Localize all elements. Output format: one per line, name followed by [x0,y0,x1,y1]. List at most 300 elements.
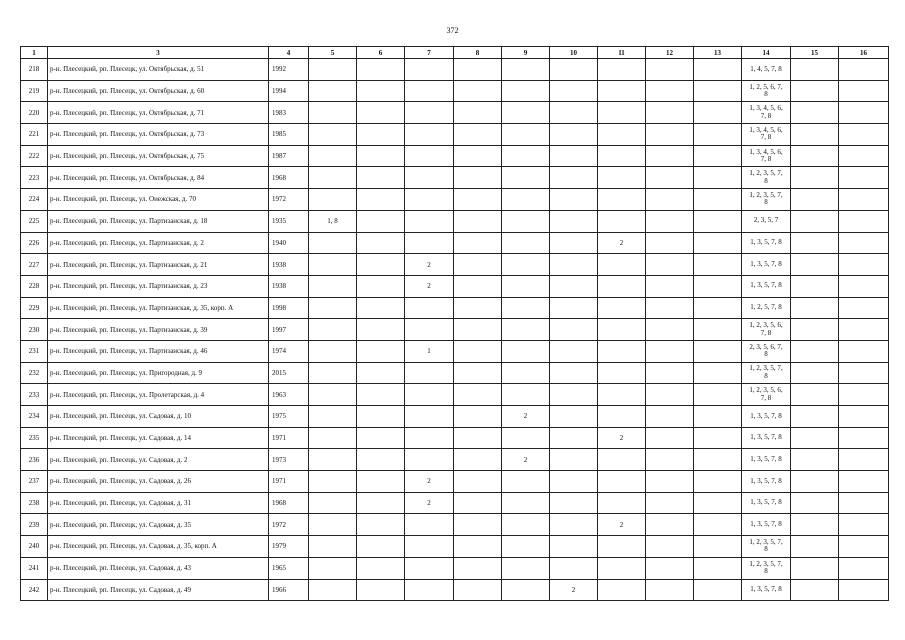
col14-cell: 1, 2, 3, 5, 7, 8 [742,189,791,211]
table-row [21,514,889,536]
row-number-cell: 218 [21,59,48,81]
col7-cell [405,319,454,341]
col5-cell [309,471,357,493]
col6-cell [357,449,405,471]
col7-cell [405,167,454,189]
address-cell: р-н. Плесецкий, рп. Плесецк, ул. Онежская, д. 70 [48,189,269,211]
col14-cell: 1, 3, 5, 7, 8 [742,514,791,536]
year-cell: 1968 [269,167,309,189]
col11-cell [598,189,646,211]
col7-cell: 2 [405,275,454,297]
col10-cell [550,427,598,449]
col8-cell [454,80,502,102]
table-row [21,492,889,514]
address-cell: р-н. Плесецкий, рп. Плесецк, ул. Садовая, д. 35 [48,514,269,536]
col16-cell [839,102,889,124]
col5-cell [309,145,357,167]
header-cell: 10 [550,47,598,59]
col8-cell [454,232,502,254]
col12-cell [646,449,694,471]
col6-cell [357,471,405,493]
col7-cell [405,124,454,146]
col14-cell: 1, 3, 4, 5, 6, 7, 8 [742,102,791,124]
col15-cell [791,557,839,579]
col12-cell [646,406,694,428]
col7-cell: 2 [405,254,454,276]
col14-cell: 1, 2, 3, 5, 7, 8 [742,167,791,189]
col15-cell [791,579,839,601]
col10-cell [550,102,598,124]
col15-cell [791,514,839,536]
col16-cell [839,536,889,558]
col7-cell [405,210,454,232]
col10-cell [550,557,598,579]
address-cell: р-н. Плесецкий, рп. Плесецк, ул. Партизанская, д. 39 [48,319,269,341]
col15-cell [791,449,839,471]
col7-cell [405,297,454,319]
col11-cell [598,536,646,558]
col9-cell [502,514,550,536]
col14-cell: 1, 3, 5, 7, 8 [742,471,791,493]
col11-cell [598,124,646,146]
col9-cell [502,297,550,319]
col14-cell: 1, 2, 3, 5, 6, 7, 8 [742,384,791,406]
col15-cell [791,362,839,384]
year-cell: 1935 [269,210,309,232]
col12-cell [646,297,694,319]
col7-cell [405,145,454,167]
col6-cell [357,145,405,167]
col6-cell [357,124,405,146]
col11-cell [598,579,646,601]
col14-cell: 1, 2, 3, 5, 6, 7, 8 [742,319,791,341]
col14-cell: 1, 3, 5, 7, 8 [742,275,791,297]
col10-cell [550,362,598,384]
col7-cell [405,427,454,449]
col13-cell [694,319,742,341]
col9-cell [502,557,550,579]
col10-cell [550,536,598,558]
col5-cell [309,167,357,189]
year-cell: 1975 [269,406,309,428]
address-cell: р-н. Плесецкий, рп. Плесецк, ул. Октябрьская, д. 73 [48,124,269,146]
col16-cell [839,384,889,406]
year-cell: 1963 [269,384,309,406]
address-cell: р-н. Плесецкий, рп. Плесецк, ул. Октябрьская, д. 60 [48,80,269,102]
col5-cell [309,319,357,341]
col13-cell [694,210,742,232]
row-number-cell: 226 [21,232,48,254]
row-number-cell: 220 [21,102,48,124]
col9-cell [502,340,550,362]
col15-cell [791,102,839,124]
header-cell: 16 [839,47,889,59]
col15-cell [791,297,839,319]
col6-cell [357,210,405,232]
col11-cell [598,297,646,319]
col7-cell [405,59,454,81]
row-number-cell: 221 [21,124,48,146]
header-cell: 3 [48,47,269,59]
col9-cell [502,362,550,384]
address-cell: р-н. Плесецкий, рп. Плесецк, ул. Пролетарская, д. 4 [48,384,269,406]
year-cell: 1972 [269,514,309,536]
col13-cell [694,189,742,211]
col16-cell [839,80,889,102]
col6-cell [357,427,405,449]
col14-cell: 1, 2, 3, 5, 7, 8 [742,536,791,558]
col12-cell [646,189,694,211]
col12-cell [646,80,694,102]
col7-cell [405,514,454,536]
col12-cell [646,102,694,124]
col10-cell [550,492,598,514]
header-row [21,47,889,59]
row-number-cell: 238 [21,492,48,514]
header-cell: 6 [357,47,405,59]
col9-cell [502,145,550,167]
col15-cell [791,210,839,232]
col5-cell [309,449,357,471]
col16-cell [839,514,889,536]
col6-cell [357,275,405,297]
year-cell: 1974 [269,340,309,362]
col13-cell [694,102,742,124]
col9-cell [502,124,550,146]
table-row [21,275,889,297]
col11-cell [598,80,646,102]
header-cell: 5 [309,47,357,59]
col6-cell [357,362,405,384]
header-cell: 14 [742,47,791,59]
col7-cell [405,102,454,124]
col11-cell [598,275,646,297]
address-cell: р-н. Плесецкий, рп. Плесецк, ул. Садовая, д. 26 [48,471,269,493]
col6-cell [357,492,405,514]
col11-cell: 2 [598,232,646,254]
col10-cell [550,340,598,362]
col6-cell [357,536,405,558]
address-cell: р-н. Плесецкий, рп. Плесецк, ул. Садовая, д. 14 [48,427,269,449]
col15-cell [791,340,839,362]
col15-cell [791,492,839,514]
col8-cell [454,59,502,81]
col16-cell [839,557,889,579]
col8-cell [454,340,502,362]
col13-cell [694,232,742,254]
col6-cell [357,167,405,189]
col6-cell [357,232,405,254]
col15-cell [791,471,839,493]
col15-cell [791,80,839,102]
col5-cell [309,189,357,211]
table-row [21,210,889,232]
col9-cell [502,189,550,211]
col16-cell [839,319,889,341]
col6-cell [357,557,405,579]
col11-cell [598,340,646,362]
col10-cell [550,297,598,319]
address-cell: р-н. Плесецкий, рп. Плесецк, ул. Садовая, д. 35, корп. А [48,536,269,558]
col7-cell: 1 [405,340,454,362]
table-row [21,102,889,124]
col9-cell [502,471,550,493]
col12-cell [646,557,694,579]
table-row [21,297,889,319]
col13-cell [694,579,742,601]
address-cell: р-н. Плесецкий, рп. Плесецк, ул. Садовая, д. 10 [48,406,269,428]
col15-cell [791,406,839,428]
row-number-cell: 223 [21,167,48,189]
col13-cell [694,406,742,428]
col5-cell [309,362,357,384]
year-cell: 1971 [269,471,309,493]
col10-cell [550,319,598,341]
year-cell: 1938 [269,254,309,276]
table-row [21,80,889,102]
table-body [21,59,889,601]
col7-cell [405,536,454,558]
col7-cell [405,406,454,428]
col5-cell [309,557,357,579]
row-number-cell: 224 [21,189,48,211]
col12-cell [646,579,694,601]
col11-cell: 2 [598,514,646,536]
col9-cell [502,492,550,514]
col13-cell [694,297,742,319]
col14-cell: 1, 2, 3, 5, 7, 8 [742,557,791,579]
col8-cell [454,167,502,189]
col8-cell [454,319,502,341]
col10-cell [550,80,598,102]
col14-cell: 1, 3, 5, 7, 8 [742,406,791,428]
table-row [21,384,889,406]
col13-cell [694,557,742,579]
table-row [21,557,889,579]
col15-cell [791,275,839,297]
row-number-cell: 229 [21,297,48,319]
col14-cell: 1, 2, 5, 7, 8 [742,297,791,319]
page-number: 372 [446,26,459,35]
col8-cell [454,297,502,319]
address-cell: р-н. Плесецкий, рп. Плесецк, ул. Партизанская, д. 46 [48,340,269,362]
col12-cell [646,492,694,514]
col10-cell [550,384,598,406]
col11-cell [598,145,646,167]
col8-cell [454,579,502,601]
row-number-cell: 237 [21,471,48,493]
col6-cell [357,297,405,319]
col8-cell [454,189,502,211]
col16-cell [839,59,889,81]
row-number-cell: 230 [21,319,48,341]
col5-cell [309,102,357,124]
col16-cell [839,232,889,254]
col14-cell: 1, 3, 5, 7, 8 [742,579,791,601]
col11-cell [598,59,646,81]
address-cell: р-н. Плесецкий, рп. Плесецк, ул. Партизанская, д. 21 [48,254,269,276]
col5-cell [309,536,357,558]
col15-cell [791,167,839,189]
year-cell: 1983 [269,102,309,124]
address-cell: р-н. Плесецкий, рп. Плесецк, ул. Октябрьская, д. 51 [48,59,269,81]
col10-cell [550,167,598,189]
row-number-cell: 235 [21,427,48,449]
col13-cell [694,275,742,297]
address-cell: р-н. Плесецкий, рп. Плесецк, ул. Октябрьская, д. 75 [48,145,269,167]
table-row [21,254,889,276]
row-number-cell: 231 [21,340,48,362]
col5-cell [309,297,357,319]
col13-cell [694,145,742,167]
col5-cell [309,59,357,81]
header-cell: 13 [694,47,742,59]
col9-cell [502,275,550,297]
col15-cell [791,232,839,254]
col11-cell [598,102,646,124]
col6-cell [357,189,405,211]
col11-cell [598,384,646,406]
table-row [21,536,889,558]
col13-cell [694,492,742,514]
col13-cell [694,340,742,362]
col5-cell: 1, 8 [309,210,357,232]
col14-cell: 2, 3, 5, 6, 7, 8 [742,340,791,362]
col13-cell [694,536,742,558]
col8-cell [454,514,502,536]
col16-cell [839,449,889,471]
col6-cell [357,59,405,81]
header-cell: 8 [454,47,502,59]
col9-cell: 2 [502,406,550,428]
col10-cell [550,232,598,254]
col15-cell [791,319,839,341]
col8-cell [454,210,502,232]
col13-cell [694,254,742,276]
col14-cell: 1, 3, 5, 7, 8 [742,492,791,514]
header-cell: 7 [405,47,454,59]
row-number-cell: 241 [21,557,48,579]
col14-cell: 1, 3, 5, 7, 8 [742,254,791,276]
table-row [21,189,889,211]
col13-cell [694,362,742,384]
table-row [21,232,889,254]
col16-cell [839,297,889,319]
col16-cell [839,145,889,167]
col12-cell [646,124,694,146]
col7-cell [405,189,454,211]
col15-cell [791,124,839,146]
col10-cell [550,59,598,81]
col12-cell [646,471,694,493]
row-number-cell: 234 [21,406,48,428]
col16-cell [839,124,889,146]
col14-cell: 1, 4, 5, 7, 8 [742,59,791,81]
header-cell: 1 [21,47,48,59]
col6-cell [357,340,405,362]
col6-cell [357,254,405,276]
col14-cell: 1, 2, 3, 5, 7, 8 [742,362,791,384]
col16-cell [839,210,889,232]
address-cell: р-н. Плесецкий, рп. Плесецк, ул. Партизанская, д. 2 [48,232,269,254]
col10-cell [550,210,598,232]
col6-cell [357,384,405,406]
col13-cell [694,514,742,536]
year-cell: 2015 [269,362,309,384]
row-number-cell: 219 [21,80,48,102]
col16-cell [839,275,889,297]
col7-cell [405,362,454,384]
col15-cell [791,384,839,406]
col5-cell [309,275,357,297]
row-number-cell: 242 [21,579,48,601]
col10-cell [550,514,598,536]
col7-cell [405,384,454,406]
col6-cell [357,406,405,428]
table-row [21,340,889,362]
col9-cell [502,80,550,102]
row-number-cell: 227 [21,254,48,276]
col11-cell [598,167,646,189]
col8-cell [454,254,502,276]
year-cell: 1965 [269,557,309,579]
col12-cell [646,145,694,167]
col12-cell [646,210,694,232]
address-cell: р-н. Плесецкий, рп. Плесецк, ул. Садовая, д. 43 [48,557,269,579]
col10-cell [550,124,598,146]
year-cell: 1994 [269,80,309,102]
col7-cell: 2 [405,492,454,514]
col9-cell [502,232,550,254]
col14-cell: 1, 3, 4, 5, 6, 7, 8 [742,124,791,146]
col12-cell [646,232,694,254]
table-row [21,167,889,189]
col10-cell [550,406,598,428]
year-cell: 1966 [269,579,309,601]
col9-cell [502,579,550,601]
row-number-cell: 222 [21,145,48,167]
col7-cell [405,449,454,471]
row-number-cell: 236 [21,449,48,471]
year-cell: 1987 [269,145,309,167]
col8-cell [454,275,502,297]
col5-cell [309,492,357,514]
col6-cell [357,514,405,536]
col13-cell [694,449,742,471]
year-cell: 1971 [269,427,309,449]
col11-cell [598,210,646,232]
row-number-cell: 240 [21,536,48,558]
year-cell: 1997 [269,319,309,341]
year-cell: 1998 [269,297,309,319]
address-cell: р-н. Плесецкий, рп. Плесецк, ул. Садовая, д. 2 [48,449,269,471]
col7-cell [405,232,454,254]
year-cell: 1979 [269,536,309,558]
col5-cell [309,340,357,362]
col14-cell: 2, 3, 5, 7 [742,210,791,232]
table-row [21,319,889,341]
year-cell: 1972 [269,189,309,211]
col11-cell [598,319,646,341]
col15-cell [791,59,839,81]
col14-cell: 1, 3, 5, 7, 8 [742,449,791,471]
col5-cell [309,384,357,406]
col5-cell [309,579,357,601]
table-row [21,427,889,449]
col16-cell [839,167,889,189]
col8-cell [454,557,502,579]
col10-cell [550,254,598,276]
